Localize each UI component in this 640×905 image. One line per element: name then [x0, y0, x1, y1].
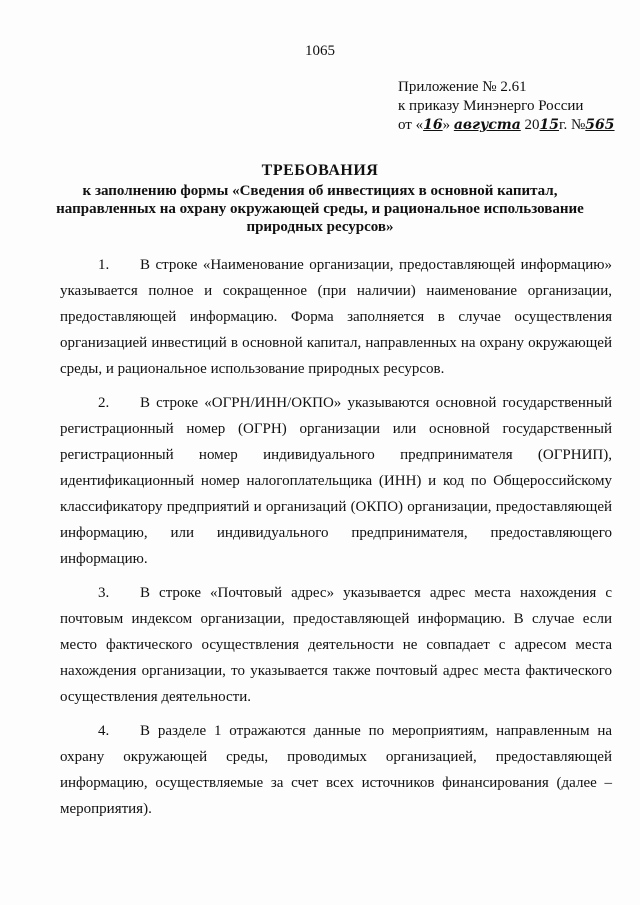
title-heading: ТРЕБОВАНИЯ	[261, 162, 379, 179]
title-subtitle: к заполнению формы «Сведения об инвестициях в основной капитал, направленных на охрану окружающей среды, и рациональное использование природных ресурсов»	[56, 183, 584, 235]
paragraph-text: В строке «Почтовый адрес» указывается адрес места нахождения с почтовым индексом организации, предоставляющей информацию. В случае если место фактического осуществления деятельности не совпадает с адресом места нахождения организации, то указывается также почтовый адрес места фактического осуществления деятельности.	[60, 585, 612, 705]
paragraph-number: 1.	[98, 257, 110, 273]
date-year-suffix: 15	[539, 117, 560, 133]
paragraph-number: 2.	[98, 395, 110, 411]
appendix-order-ref: к приказу Минэнерго России	[398, 98, 584, 114]
paragraph-1	[60, 252, 612, 382]
appendix-title: Приложение № 2.61	[398, 79, 527, 95]
date-g: г. №	[559, 117, 586, 133]
paragraph-number: 4.	[98, 723, 110, 739]
paragraph-text: В строке «Наименование организации, предоставляющей информацию» указывается полное и сокращенное (при наличии) наименование организации, предоставляющей информацию. Форма заполняется в случае осуществления организацией инвестиций в основной капитал, направленных на охрану окружающей среды, и рациональное использование природных ресурсов.	[60, 257, 612, 377]
date-prefix: от «	[398, 117, 424, 133]
appendix-block	[398, 78, 618, 135]
paragraph-3	[60, 580, 612, 710]
page-number: 1065	[305, 43, 335, 59]
appendix-date-line	[398, 116, 618, 135]
paragraph-2	[60, 390, 612, 572]
date-year-prefix: 20	[520, 117, 540, 133]
document-body	[60, 252, 612, 830]
paragraph-text: В строке «ОГРН/ИНН/ОКПО» указываются основной государственный регистрационный номер (ОГРН) организации или основной государственный регистрационный номер индивидуального предпринимателя (ОГРНИП), идентификационный номер налогоплательщика (ИНН) и код по Общероссийскому классификатору предприятий и организаций (ОКПО) организации, предоставляющей информацию, или индивидуального предпринимателя, предоставляющего информацию.	[60, 395, 612, 567]
date-mid: »	[442, 117, 454, 133]
date-day: 16	[423, 117, 443, 133]
document-title	[50, 162, 590, 236]
date-month: августа	[453, 117, 521, 133]
paragraph-number: 3.	[98, 585, 110, 601]
paragraph-text: В разделе 1 отражаются данные по мероприятиям, направленным на охрану окружающей среды, проводимых организацией, предоставляющей информацию, осуществляемые за счет всех источников финансирования (далее – мероприятия).	[60, 723, 612, 817]
paragraph-4	[60, 718, 612, 822]
order-number: 565	[585, 117, 615, 133]
